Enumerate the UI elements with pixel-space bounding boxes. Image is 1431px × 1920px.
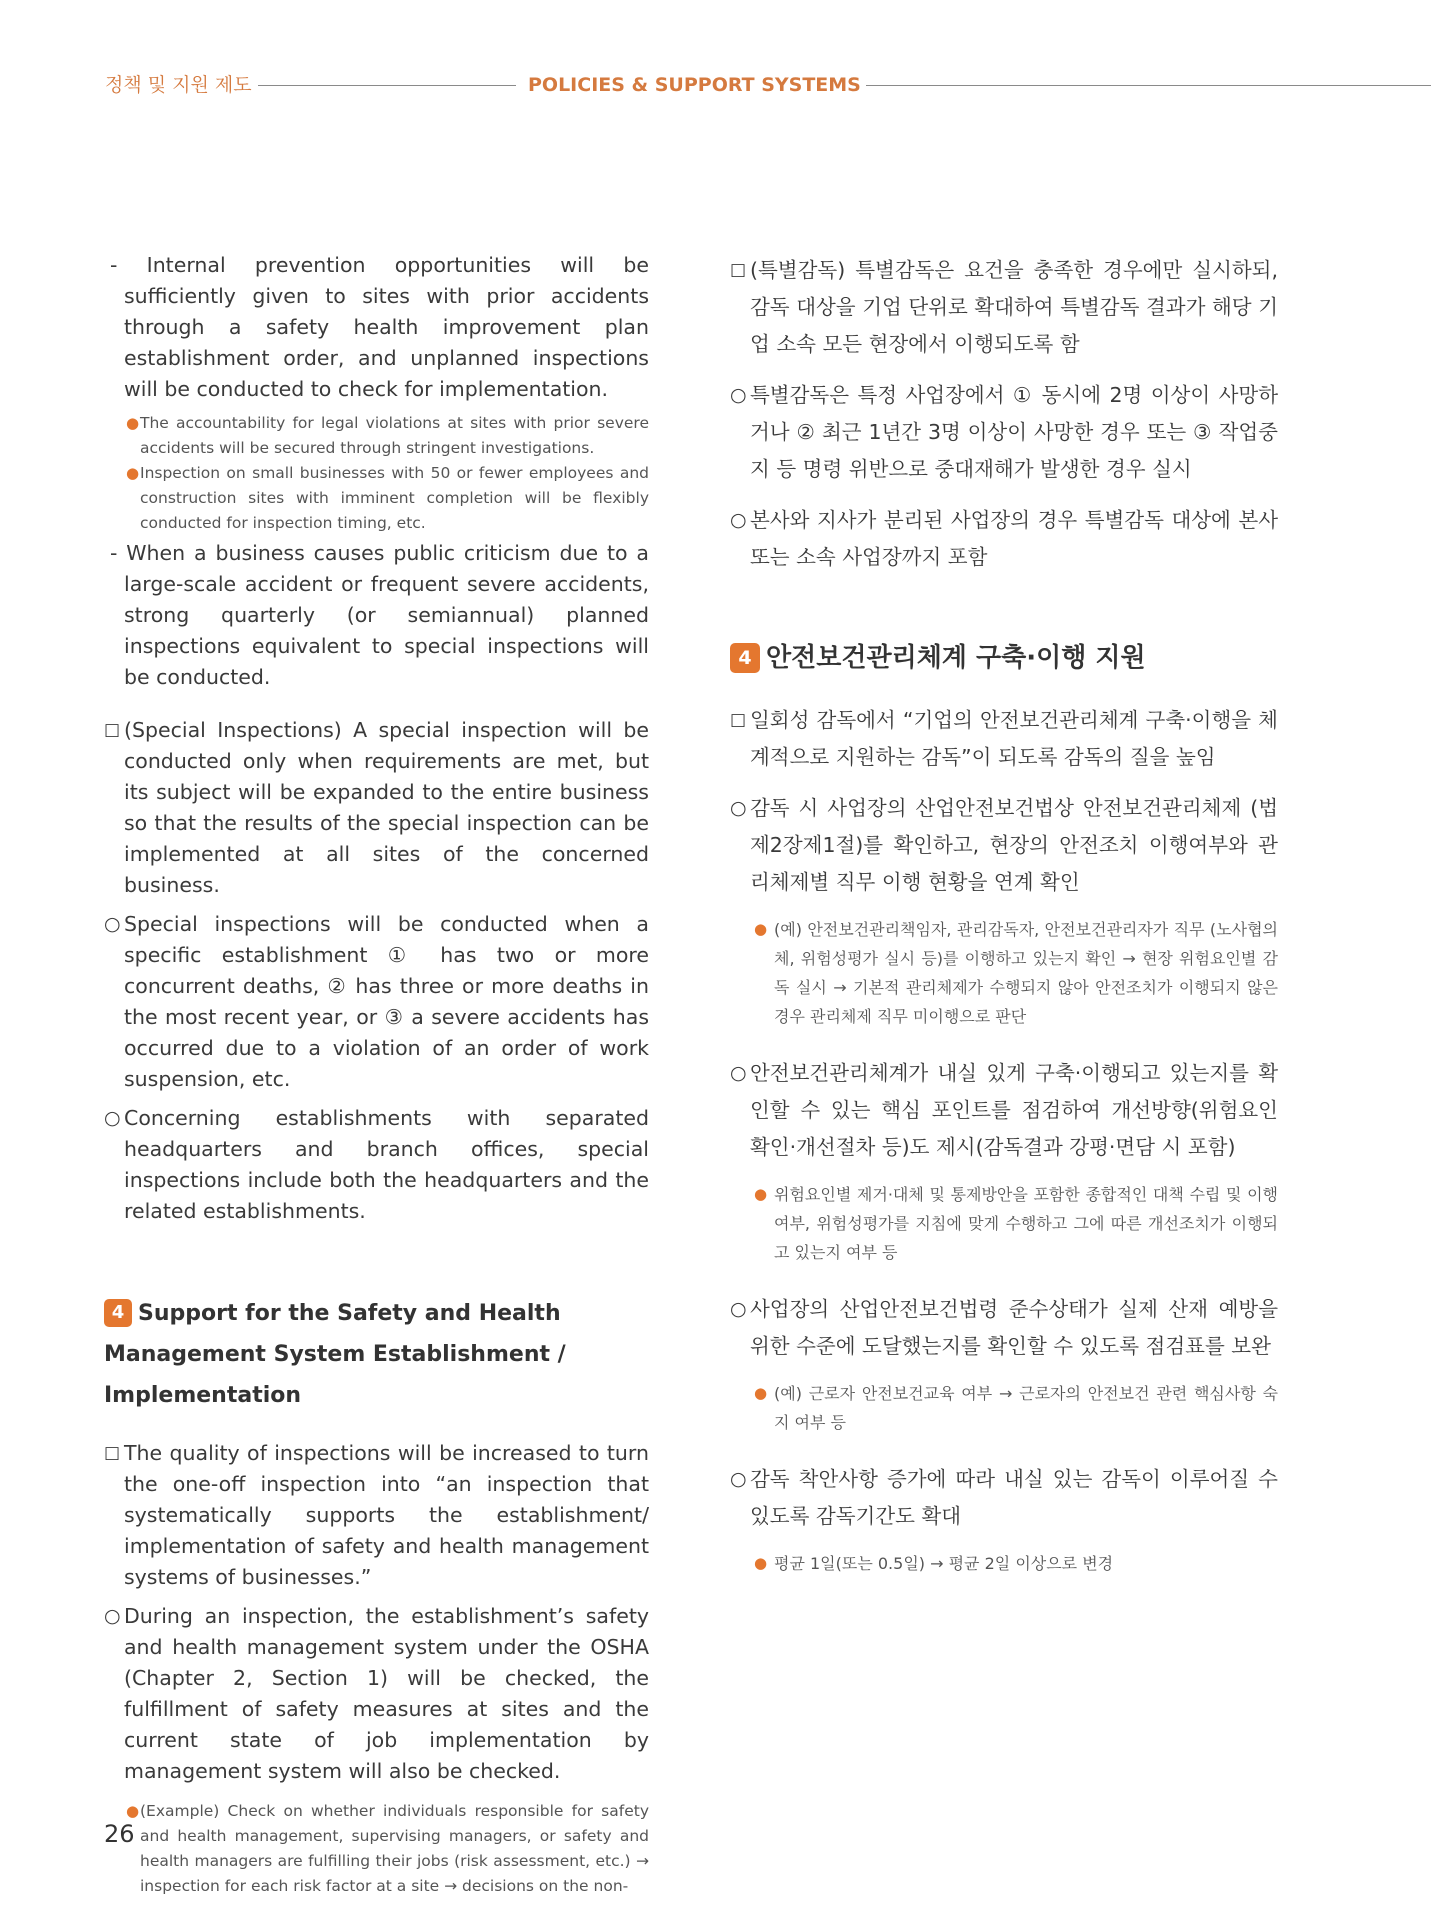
square-paragraph [104, 715, 649, 901]
bullet-text: 평균 1일(또는 0.5일) → 평균 2일 이상으로 변경 [774, 1554, 1114, 1573]
bullet-dot-icon: ● [754, 1384, 768, 1402]
bullet-text: 위험요인별 제거·대체 및 통제방안을 포함한 종합적인 대책 수립 및 이행여부, 위험성평가를 지침에 맞게 수행하고 그에 따른 개선조치가 이행되고 있는지 여부 등 [774, 1185, 1278, 1262]
bullet-dot-icon: ● [754, 920, 768, 938]
dash-paragraph [104, 538, 649, 693]
header-korean: 정책 및 지원 제도 [105, 74, 252, 96]
left-column [104, 250, 649, 1899]
right-column [730, 252, 1278, 1578]
paragraph-text: 감독 착안사항 증가에 따라 내실 있는 감독이 이루어질 수 있도록 감독기간도 확대 [750, 1467, 1278, 1528]
section-heading [730, 636, 1278, 680]
paragraph-text: During an inspection, the establishment’s safety and health management system under the OSHA (Chapter 2, Section 1) will be checked, the fulfillment of safety measures at sites and the current state of job implementation by management system will also be checked. [124, 1604, 649, 1783]
bullet-text: The accountability for legal violations at sites with prior severe accidents will be secured through stringent investigations. [140, 414, 649, 457]
circle-paragraph [730, 790, 1278, 901]
circle-bullet-icon: ○ [730, 797, 747, 819]
circle-paragraph [730, 1055, 1278, 1166]
bullet-dot-icon: ● [754, 1554, 768, 1572]
page-header [0, 70, 1431, 100]
square-bullet-icon: □ [104, 720, 121, 740]
paragraph-text: (Special Inspections) A special inspection will be conducted only when requirements are met, but its subject will be expanded to the entire business so that the results of the special inspection can be implemented at all sites of the concerned business. [124, 718, 649, 897]
header-english: POLICIES & SUPPORT SYSTEMS [528, 74, 861, 96]
bullet-item [754, 1379, 1278, 1437]
circle-bullet-icon: ○ [104, 913, 121, 935]
bullet-dot-icon: ● [126, 414, 140, 432]
circle-bullet-icon: ○ [730, 1062, 747, 1084]
page-number: 26 [104, 1820, 135, 1848]
section-heading [104, 1293, 649, 1416]
dash-paragraph [104, 250, 649, 405]
bullet-text: (예) 안전보건관리책임자, 관리감독자, 안전보건관리자가 직무 (노사협의체, 위험성평가 실시 등)를 이행하고 있는지 확인 → 현장 위험요인별 감독 실시 → 기본적 관리체제가 수행되지 않아 안전조치가 이행되지 않은 경우 관리체제 직무 미이행으로 판단 [774, 920, 1278, 1026]
dash-text: - Internal prevention opportunities will be sufficiently given to sites with prior accidents through a safety health improvement plan establishment order, and unplanned inspections will be conducted to check for implementation. [110, 253, 649, 401]
circle-paragraph [730, 1461, 1278, 1535]
circle-paragraph [730, 502, 1278, 576]
paragraph-text: The quality of inspections will be increased to turn the one-off inspection into “an inspection that systematically supports the establishment/ implementation of safety and health management systems of businesses.” [124, 1441, 649, 1589]
circle-bullet-icon: ○ [104, 1107, 121, 1129]
section-title: 안전보건관리체계 구축·이행 지원 [766, 643, 1146, 673]
paragraph-text: (특별감독) 특별감독은 요건을 충족한 경우에만 실시하되, 감독 대상을 기업 단위로 확대하여 특별감독 결과가 해당 기업 소속 모든 현장에서 이행되도록 함 [750, 258, 1278, 356]
header-divider-right [866, 85, 1431, 86]
section-title: Support for the Safety and Health Management System Establishment / Implementation [104, 1301, 566, 1408]
paragraph-text: 본사와 지사가 분리된 사업장의 경우 특별감독 대상에 본사 또는 소속 사업장까지 포함 [750, 508, 1278, 569]
bullet-dot-icon: ● [754, 1185, 768, 1203]
circle-bullet-icon: ○ [730, 509, 747, 531]
circle-paragraph [730, 1291, 1278, 1365]
bullet-text: (Example) Check on whether individuals responsible for safety and health management, supervising managers, or safety and health managers are fulfilling their jobs (risk assessment, etc.) → inspection for each risk factor at a site → decisions on the non- [140, 1802, 649, 1895]
circle-paragraph [104, 1601, 649, 1787]
header-divider [258, 85, 516, 86]
bullet-item [754, 1549, 1278, 1578]
square-paragraph [104, 1438, 649, 1593]
paragraph-text: 안전보건관리체계가 내실 있게 구축·이행되고 있는지를 확인할 수 있는 핵심 포인트를 점검하여 개선방향(위험요인 확인·개선절차 등)도 제시(감독결과 강평·면담 시 포함) [750, 1061, 1278, 1159]
circle-paragraph [730, 377, 1278, 488]
dash-text: - When a business causes public criticism due to a large-scale accident or frequent severe accidents, strong quarterly (or semiannual) planned inspections equivalent to special inspections will be conducted. [110, 541, 649, 689]
bullet-item [754, 915, 1278, 1031]
circle-paragraph [104, 1103, 649, 1227]
section-number-badge: 4 [730, 643, 760, 673]
square-bullet-icon: □ [104, 1443, 121, 1463]
circle-bullet-icon: ○ [730, 1298, 747, 1320]
paragraph-text: 특별감독은 특정 사업장에서 ① 동시에 2명 이상이 사망하거나 ② 최근 1년간 3명 이상이 사망한 경우 또는 ③ 작업중지 등 명령 위반으로 중대재해가 발생한 경우 실시 [750, 383, 1278, 481]
bullet-text: (예) 근로자 안전보건교육 여부 → 근로자의 안전보건 관련 핵심사항 숙지 여부 등 [774, 1384, 1278, 1432]
bullet-item [126, 411, 649, 461]
bullet-item [754, 1180, 1278, 1267]
bullet-text: Inspection on small businesses with 50 or fewer employees and construction sites with imminent completion will be flexibly conducted for inspection timing, etc. [140, 464, 649, 532]
bullet-dot-icon: ● [126, 1802, 140, 1820]
circle-paragraph [104, 909, 649, 1095]
square-bullet-icon: □ [730, 260, 747, 280]
circle-bullet-icon: ○ [730, 1468, 747, 1490]
square-paragraph [730, 702, 1278, 776]
square-bullet-icon: □ [730, 710, 747, 730]
circle-bullet-icon: ○ [730, 384, 747, 406]
paragraph-text: 일회성 감독에서 “기업의 안전보건관리체계 구축·이행을 체계적으로 지원하는 감독”이 되도록 감독의 질을 높임 [750, 708, 1278, 769]
paragraph-text: Concerning establishments with separated headquarters and branch offices, special inspections include both the headquarters and the related establishments. [124, 1106, 649, 1223]
paragraph-text: 감독 시 사업장의 산업안전보건법상 안전보건관리체제 (법 제2장제1절)를 확인하고, 현장의 안전조치 이행여부와 관리체제별 직무 이행 현황을 연계 확인 [750, 796, 1278, 894]
paragraph-text: Special inspections will be conducted when a specific establishment ① has two or more concurrent deaths, ② has three or more deaths in the most recent year, or ③ a severe accidents has occurred due to a violation of an order of work suspension, etc. [124, 912, 649, 1091]
circle-bullet-icon: ○ [104, 1605, 121, 1627]
bullet-item [126, 461, 649, 536]
section-number-badge: 4 [104, 1299, 132, 1327]
paragraph-text: 사업장의 산업안전보건법령 준수상태가 실제 산재 예방을 위한 수준에 도달했는지를 확인할 수 있도록 점검표를 보완 [750, 1297, 1278, 1358]
bullet-dot-icon: ● [126, 464, 140, 482]
bullet-item [126, 1799, 649, 1899]
square-paragraph [730, 252, 1278, 363]
